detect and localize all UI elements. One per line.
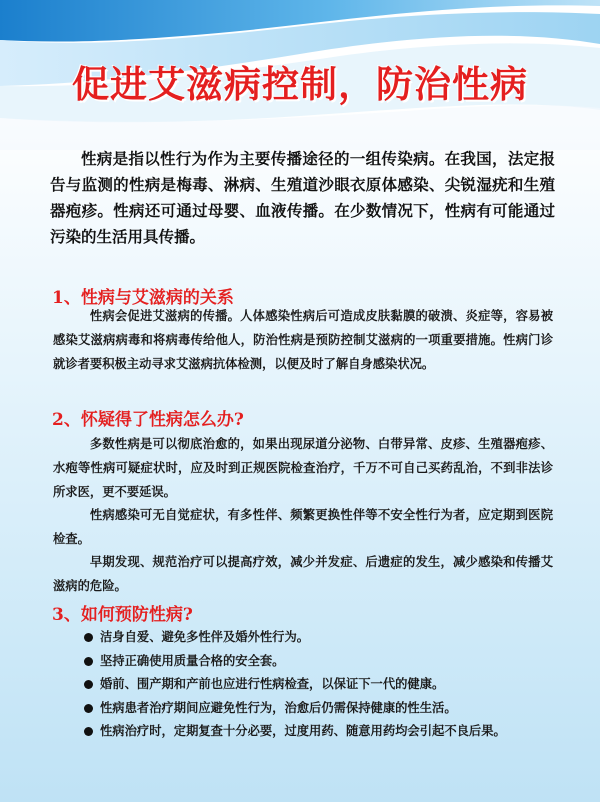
- prevention-list: [84, 626, 554, 744]
- section1-heading: 1、性病与艾滋病的关系: [52, 288, 234, 308]
- list-item: [84, 626, 554, 650]
- list-item: [84, 673, 554, 697]
- list-item: [84, 697, 554, 721]
- list-item: [84, 650, 554, 674]
- bullet-icon: [84, 657, 93, 666]
- list-item-text: 坚持正确使用质量合格的安全套。: [100, 653, 285, 668]
- bullet-icon: [84, 704, 93, 713]
- poster-title: 促进艾滋病控制，防治性病: [72, 63, 528, 106]
- section3-heading: 3、如何预防性病?: [52, 605, 193, 625]
- section2-paragraph-1: 多数性病是可以彻底治愈的，如果出现尿道分泌物、白带异常、皮疹、生殖器疱疹、水疱等性病可疑症状时，应及时到正规医院检查治疗，千万不可自己买药乱治，不到非法诊所求医，更不要延误。: [53, 437, 553, 499]
- bullet-icon: [84, 633, 93, 642]
- section2-paragraph-3: 早期发现、规范治疗可以提高疗效，减少并发症、后遗症的发生，减少感染和传播艾滋病的危险。: [53, 555, 553, 593]
- section2-paragraph-2: 性病感染可无自觉症状，有多性伴、频繁更换性伴等不安全性行为者，应定期到医院检查。: [53, 508, 553, 546]
- list-item-text: 性病患者治疗期间应避免性行为，治愈后仍需保持健康的性生活。: [100, 700, 457, 715]
- bullet-icon: [84, 727, 93, 736]
- list-item: [84, 720, 554, 744]
- list-item-text: 性病治疗时，定期复查十分必要，过度用药、随意用药均会引起不良后果。: [100, 724, 506, 738]
- intro-paragraph: 性病是指以性行为作为主要传播途径的一组传染病。在我国，法定报告与监测的性病是梅毒、淋病、生殖道沙眼衣原体感染、尖锐湿疣和生殖器疱疹。性病还可通过母婴、血液传播。在少数情况下，性病有可能通过污染的生活用具传播。: [50, 150, 555, 246]
- section1-body: 性病会促进艾滋病的传播。人体感染性病后可造成皮肤黏膜的破溃、炎症等，容易被感染艾滋病病毒和将病毒传给他人，防治性病是预防控制艾滋病的一项重要措施。性病门诊就诊者要积极主动寻求艾滋病抗体检测，以便及时了解自身感染状况。: [53, 309, 553, 371]
- list-item-text: 婚前、围产期和产前也应进行性病检查，以保证下一代的健康。: [100, 677, 445, 691]
- section2-heading: 2、怀疑得了性病怎么办?: [52, 410, 244, 430]
- bullet-icon: [84, 680, 93, 689]
- list-item-text: 洁身自爱、避免多性伴及婚外性行为。: [100, 630, 310, 644]
